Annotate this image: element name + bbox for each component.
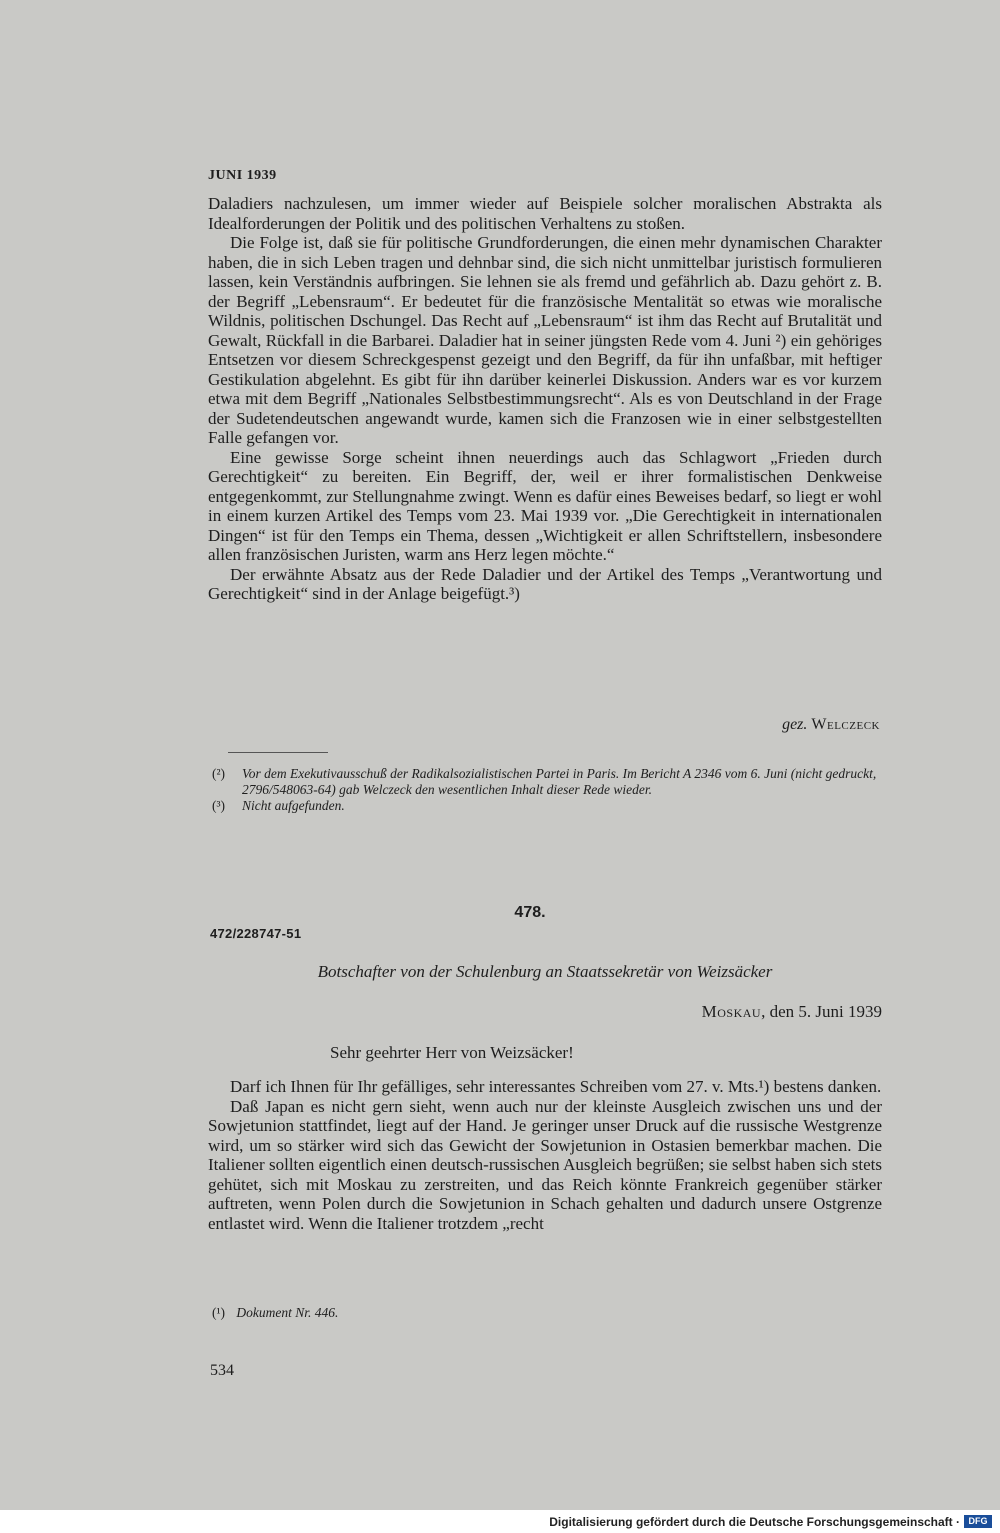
footnote-divider: [228, 752, 328, 753]
paragraph: Eine gewisse Sorge scheint ihnen neuerdings auch das Schlagwort „Frieden durch Gerechtigkeit“ zu bereiten. Ein Begriff, der, weil er ihrer formalistischen Denkweise entgegenkommt, zur Stellungnahme zwingt. Wenn es dafür eines Beweises bedarf, so liegt er wohl in einem kurzen Artikel des Temps vom 23. Mai 1939 vor. „Die Gerechtigkeit in internationalen Dingen“ ist für den Temps ein Thema, dessen „Wichtigkeit er allen Schriftstellern, insbesondere allen französischen Juristen, warm ans Herz legen möchte.“: [208, 447, 882, 564]
footnote-mark: (³): [212, 798, 226, 813]
salutation: Sehr geehrter Herr von Weizsäcker!: [330, 1043, 574, 1062]
footnote-text: Vor dem Exekutivausschuß der Radikalsozialistischen Partei in Paris. Im Bericht A 2346 vom 6. Juni (nicht gedruckt, 2796/548063-64) gab Welczeck den wesentlichen Inhalt dieser Rede wieder.: [242, 766, 877, 797]
dateline: [560, 1002, 882, 1022]
document-number: 478.: [514, 904, 546, 921]
funding-footer: [0, 1510, 1000, 1533]
paragraph: Die Folge ist, daß sie für politische Grundforderungen, die einen mehr dynamischen Charakter haben, die in sich Leben tragen und dehnbar sind, die sich nicht unmittelbar juristisch formulieren lassen, kein Verständnis aufbringen. Sie lehnen sie als fremd und gefährlich ab. Dazu gehört z. B. der Begriff „Lebensraum“. Er bedeutet für die französische Mentalität so etwas wie moralische Wildnis, politischen Dschungel. Das Recht auf „Lebensraum“ ist ihm das Recht auf Brutalität und Gewalt, Rückfall in die Barbarei. Daladier hat in seiner jüngsten Rede vom 4. Juni ²) ein gehöriges Entsetzen vor diesem Schreckgespenst gezeigt und den Begriff, da für ihn unfaßbar, mit heftiger Gestikulation abgelehnt. Es gibt für ihn darüber keinerlei Diskussion. Anders war es vor kurzem etwa mit dem Begriff „Nationales Selbstbestimmungsrecht“. Als es von Deutschland in der Frage der Sudetendeutschen angewandt wurde, kamen sich die Franzosen wie in einer selbstgestellten Falle gefangen vor.: [208, 233, 882, 447]
paragraph: Der erwähnte Absatz aus der Rede Daladier und der Artikel des Temps „Verantwortung und Gerechtigkeit“ sind in der Anlage beigefügt.³): [208, 564, 882, 603]
footnote: [212, 766, 882, 798]
footnote-mark: (²): [212, 766, 226, 781]
footnote-mark: (¹): [212, 1305, 226, 1320]
dateline-place: Moskau: [701, 1002, 762, 1021]
signature-name: Welczeck: [811, 716, 880, 733]
paragraph: Daß Japan es nicht gern sieht, wenn auch nur der kleinste Ausgleich zwischen uns und der Sowjetunion stattfindet, liegt auf der Hand. Je geringer unser Druck auf die russische Westgrenze wird, um so stärker wird sich das Gewicht der Sowjetunion in Ostasien bemerkbar machen. Die Italiener sollten eigentlich einen deutsch-russischen Ausgleich begrüßen; sie selbst haben sich stets gehütet, sich mit Moskau zu zerstreiten, und das Reich könnte Frankreich gegenüber stärker auftreten, wenn Polen durch die Sowjetunion in Schach gehalten und dadurch unsere Ostgrenze entlastet wird. Wenn die Italiener trotzdem „recht: [208, 1096, 882, 1233]
body-section-1: [208, 194, 882, 604]
page-number: 534: [210, 1362, 234, 1379]
signature: [700, 716, 880, 734]
document-reference: 472/228747-51: [210, 926, 302, 941]
paragraph: Daladiers nachzulesen, um immer wieder auf Beispiele solcher moralischen Abstrakta als Idealforderungen der Politik und des politischen Verhaltens zu stoßen.: [208, 194, 882, 233]
footnote-text: Dokument Nr. 446.: [236, 1305, 339, 1320]
footnote: [212, 1305, 338, 1321]
document-heading: Botschafter von der Schulenburg an Staatssekretär von Weizsäcker: [317, 962, 773, 981]
footnote: [212, 798, 882, 814]
signature-prefix: gez.: [782, 716, 808, 733]
footnotes: [212, 766, 882, 814]
footnote-text: Nicht aufgefunden.: [242, 798, 345, 813]
dateline-date: , den 5. Juni 1939: [761, 1002, 882, 1021]
paragraph: Darf ich Ihnen für Ihr gefälliges, sehr interessantes Schreiben vom 27. v. Mts.¹) bestens danken.: [230, 1077, 882, 1096]
dfg-logo-icon: DFG: [964, 1515, 992, 1528]
running-header: JUNI 1939: [208, 168, 277, 183]
body-section-2: [208, 1077, 882, 1233]
footer-text: Digitalisierung gefördert durch die Deutsche Forschungsgemeinschaft ·: [549, 1515, 960, 1529]
